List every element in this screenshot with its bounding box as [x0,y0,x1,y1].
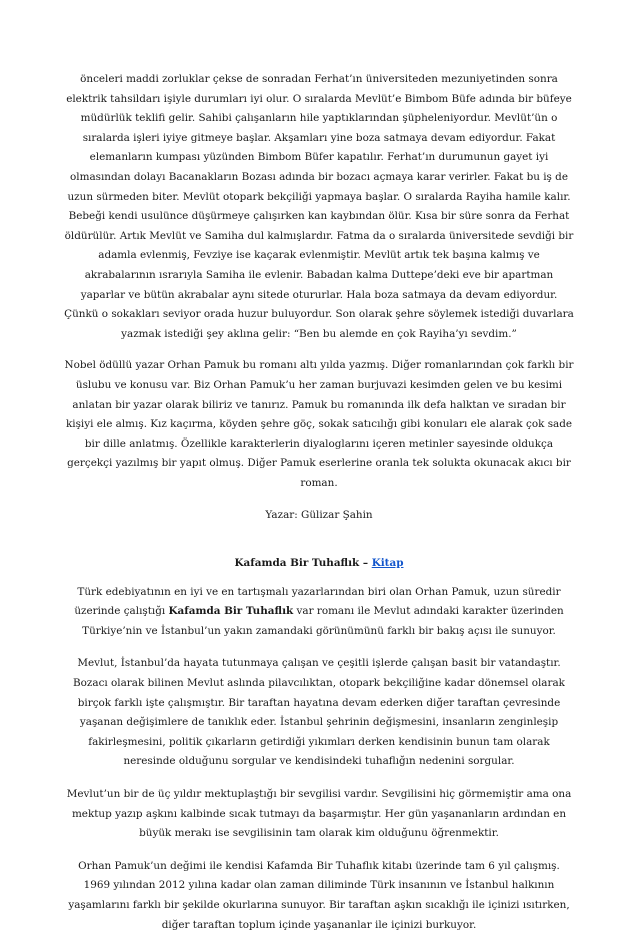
document-page [64,70,574,948]
love-letter-paragraph: Mevlut’un bir de üç yıldır mektuplaştığı bir sevgilisi vardır. Sevgilisini hiç görmemiştir ama ona mektup yazıp aşkını kalbinde sıcak tutmayı da başarmıştır. Her gün yaşananların ardından en büyük merakı ise sevgilisinin tam olarak kim olduğunu öğrenmektir. [66,788,572,840]
mevlut-paragraph: Mevlut, İstanbul’da hayata tutunmaya çalışan ve çeşitli işlerde çalışan basit bir vatandaştır. Bozacı olarak bilinen Mevlut aslında pilavcılıktan, otopark bekçiliğine kadar dönemsel olarak birçok farklı işte çalışmıştır. Bir taraftan hayatına devam ederken diğer taraftan çevresinde yaşanan değişimlere de tanıklık eder. İstanbul şehrinin değişmesini, insanların zenginleşip fakirleşmesini, politik çıkarların getirdiği yıkımları derken kendisinin bunun tam olarak neresinde olduğunu sorgular ve kendisindeki tuhaflığın nedenini sorgular. [73,657,565,768]
author-credit: Yazar: Gülizar Şahin [265,509,373,522]
story-summary-paragraph: önceleri maddi zorluklar çekse de sonradan Ferhat’ın üniversiteden mezuniyetinden sonra elektrik tahsildarı işiyle durumları iyi olur. O sıralarda Mevlüt’e Bimbom Büfe adında bir büfeye müdürlük teklifi gelir. Sahibi çalışanların hile yaptıklarından şüpheleniyordur. Mevlüt’ün o sıralarda işleri iyiye gitmeye başlar. Akşamları yine boza satmaya devam ediyordur. Fakat elemanların kumpası yüzünden Bimbom Büfer kapatılır. Ferhat’ın durumunun gayet iyi olmasından dolayı Bacanakların Bozası adında bir bozacı açmaya karar verirler. Fakat bu iş de uzun sürmeden biter. Mevlüt otopark bekçiliği yapmaya başlar. O sıralarda Rayiha hamile kalır. Bebeği kendi usulünce düşürmeye çalışırken kan kaybından ölür. Kısa bir süre sonra da Ferhat öldürülür. Artık Mevlüt ve Samiha dul kalmışlardır. Fatma da o sıralarda üniversitede sevdiği bir adamla evlenmiş, Fevziye ise kaçarak evlenmiştir. Mevlüt artık tek başına kalmış ve akrabalarının ısrarıyla Samiha ile evlenir. Babadan kalma Duttepe’deki eve bir apartman yaparlar ve bütün akrabalar aynı sitede otururlar. Hala boza satmaya da devam ediyordur. Çünkü o sokakları seviyor orada huzur buluyordur. Son olarak şehre söylemek istediği duvarlara yazmak istediği şey aklına gelir: “Ben bu alemde en çok Rayiha’yı sevdim.” [64,73,574,340]
closing-paragraph: Orhan Pamuk’un değimi ile kendisi Kafamda Bir Tuhaflık kitabı üzerinde tam 6 yıl çalışmış. 1969 yılından 2012 yılına kadar olan zaman diliminde Türk insanının ve İstanbul halkının yaşamlarını farklı bir şekilde okurlarına sunuyor. Bir taraftan aşkın sıcaklığı ile içinizi ısıtırken, diğer taraftan toplum içinde yaşananlar ile içinizi burkuyor. [68,859,570,931]
review-paragraph: Nobel ödüllü yazar Orhan Pamuk bu romanı altı yılda yazmış. Diğer romanlarından çok farklı bir üslubu ve konusu var. Biz Orhan Pamuk’u her zaman burjuvazi kesimden gelen ve bu kesimi anlatan bir yazar olarak biliriz ve tanırız. Pamuk bu romanında ilk defa halktan ve sıradan bir kişiyi ele almış. Kız kaçırma, köyden şehre göç, sokak satıcılığı gibi konuları ele alarak çok sade bir dille anlatmış. Özellikle karakterlerin diyaloglarını içeren metinler sayesinde oldukça gerçekçi yazılmış bir yapıt olmuş. Diğer Pamuk eserlerine oranla tek solukta okunacak akıcı bir roman. [64,359,574,489]
section-title-text: Kafamda Bir Tuhaflık – [234,557,372,570]
intro-text-start: Türk edebiyatının en iyi ve en tartışmalı yazarlarından biri olan Orhan Pamuk, uzun süredir üzerinde çalıştığı [74,585,561,618]
intro-paragraph [64,583,574,642]
kitap-link[interactable]: Kitap [371,557,404,570]
book-title-bold: Kafamda Bir Tuhaflık [168,605,294,618]
section-title [64,554,574,574]
intro-text-end: var romanı ile Mevlut adındaki karakter üzerinden Türkiye’nin ve İstanbul’un yakın zamandaki görünümünü farklı bir bakış açısı ile sunuyor. [82,605,564,637]
